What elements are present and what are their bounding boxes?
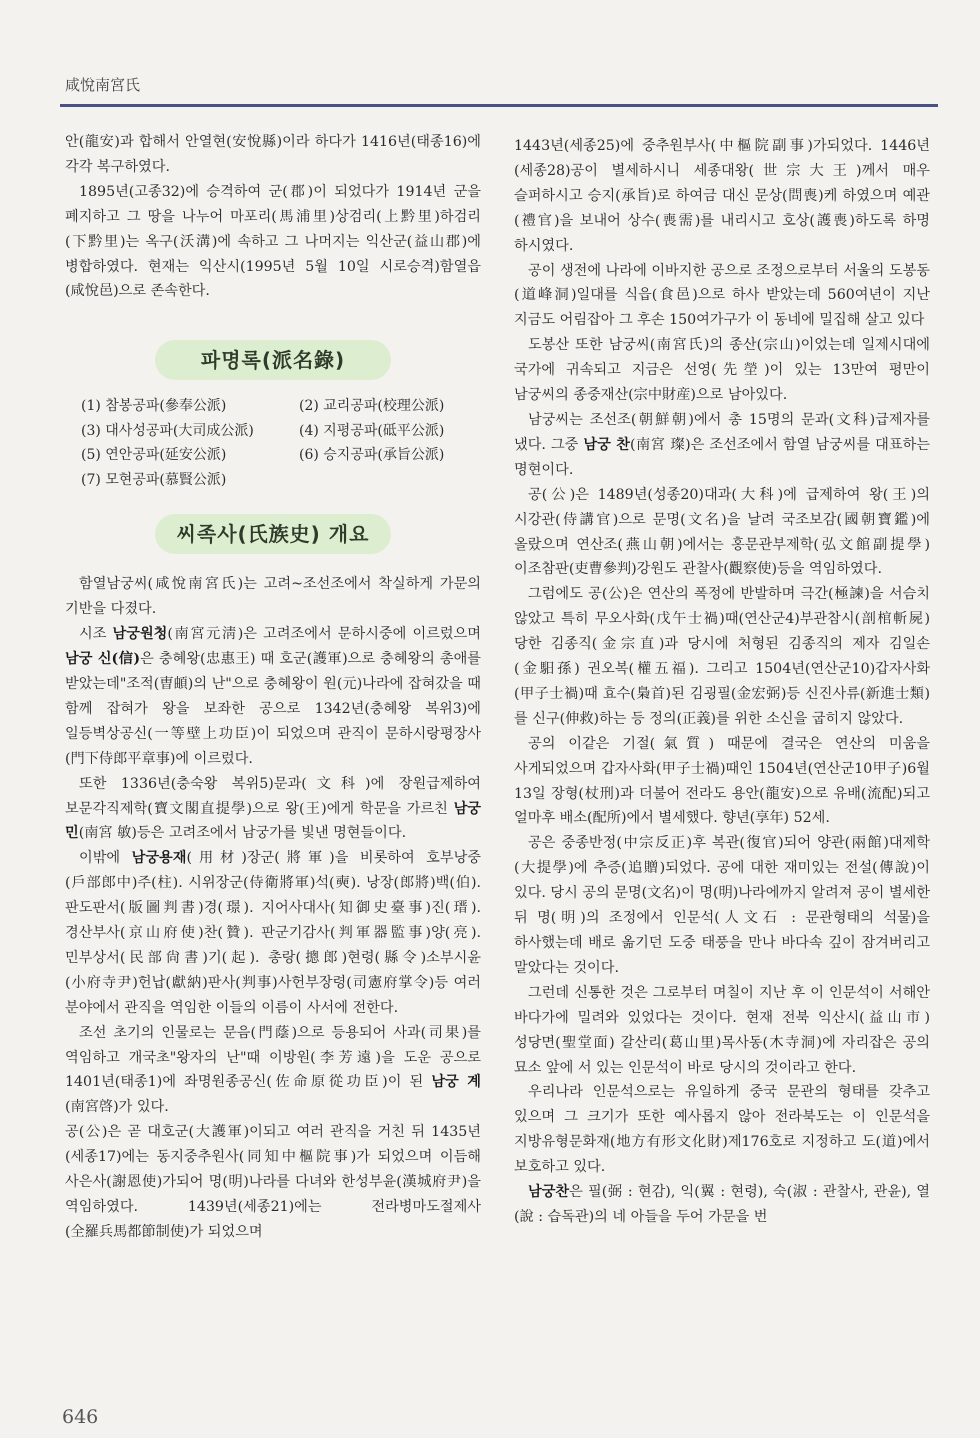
list-item: (4) 지평공파(砥平公派) — [299, 422, 445, 439]
list-item: (1) 참봉공파(參奉公派) — [81, 398, 227, 415]
page-number: 646 — [62, 1406, 99, 1428]
paragraph: 남궁씨는 조선조(朝鮮朝)에서 총 15명의 문과(文科)급제자를 냈다. 그중 남궁 찬(南宮 璨)은 조선조에서 함열 남궁씨를 대표하는 명현이다. — [514, 411, 931, 478]
right-column — [514, 134, 930, 1230]
section-heading-branches: 파명록(派名錄) — [155, 340, 391, 380]
paragraph: 1443년(세종25)에 중추원부사(中樞院副事)가되었다. 1446년(세종28)공이 별세하시니 세종대왕(世宗大王)께서 매우 슬퍼하시고 승지(承旨)로 하여금 대신 문상(問喪)케 하였으며 예관(禮官)을 보내어 상수(喪需)를 내리시고 호상(護喪)하도록 하명 하시였다. — [514, 138, 930, 254]
person-name: 남궁원청 — [112, 626, 168, 643]
person-name: 남궁 민 — [65, 800, 481, 842]
paragraph: 또한 1336년(충숙왕 복위5)문과(文科)에 장원급제하여 보문각직제학(寶文閣直提學)으로 왕(王)에게 학문을 가르친 남궁 민(南宮 敏)등은 고려조에서 남궁가를 빛낸 명현들이다. — [65, 775, 481, 842]
header-rule — [60, 104, 938, 107]
paragraph: 시조 남궁원청(南宮元淸)은 고려조에서 문하시중에 이르렀으며 남궁 신(信)은 충혜왕(忠惠王) 때 호군(護軍)으로 충혜왕의 총애를 받았는데"조적(曺頔)의 난"으로 충혜왕이 원(元)나라에 잡혀갔을 때 함께 잡혀가 왕을 보좌한 공으로 1342년(충혜왕 복위3)에 일등벽상공신(一等壁上功臣)이 되었으며 관직이 문하시랑평장사(門下侍郎平章事)에 이르렀다. — [65, 626, 481, 767]
paragraph: 안(龍安)과 합해서 안열현(安悅縣)이라 하다가 1416년(태종16)에 각각 복구하였다. — [65, 134, 481, 175]
paragraph: 공의 이같은 기절(氣質) 때문에 결국은 연산의 미움을 사게되었으며 갑자사화(甲子士禍)때인 1504년(연산군10甲子)6월 13일 장형(杖刑)과 더불어 전라도 용안(龍安)으로 유배(流配)되고 얼마후 배소(配所)에서 별세했다. 향년(享年) 52세. — [514, 735, 930, 827]
list-item: (6) 승지공파(承旨公派) — [299, 447, 445, 464]
person-name: 남궁 신(信) — [65, 651, 141, 668]
paragraph: 공(公)은 곧 대호군(大護軍)이되고 여러 관직을 거친 뒤 1435년(세종17)에는 동지중추원사(同知中樞院事)가 되었으며 이듬해 사은사(謝恩使)가되어 명(明)나라를 다녀와 한성부윤(漢城府尹)을 역임하였다. 1439년(세종21)에는 전라병마도절제사(全羅兵馬都節制使)가 되었으며 — [65, 1124, 481, 1240]
paragraph: 공(公)은 1489년(성종20)대과(大科)에 급제하여 왕(王)의 시강관(侍講官)으로 문명(文名)을 날려 국조보감(國朝寶鑑)에 올랐으며 연산조(燕山朝)에서는 홍문관부제학(弘文館副提學) 이조참판(吏曹參判)강원도 관찰사(觀察使)등을 역임하였다. — [514, 486, 930, 578]
person-name: 남궁 계 — [431, 1074, 481, 1091]
paragraph: 도봉산 또한 남궁씨(南宮氏)의 종산(宗山)이었는데 일제시대에 국가에 귀속되고 지금은 선영(先塋)이 있는 13만여 평만이 남궁씨의 종중재산(宗中財産)으로 남아있다. — [514, 337, 930, 404]
list-item: (5) 연안공파(延安公派) — [81, 447, 227, 464]
paragraph: 1895년(고종32)에 승격하여 군(郡)이 되었다가 1914년 군을 폐지하고 그 땅을 나누어 마포리(馬浦里)상검리(上黔里)하검리(下黔里)는 옥구(沃溝)에 속하고 그 나머지는 익산군(益山郡)에 병합하였다. 현재는 익산시(1995년 5월 10일 시로승격)함열읍(咸悅邑)으로 존속한다. — [65, 183, 481, 300]
paragraph: 조선 초기의 인물로는 문음(門蔭)으로 등용되어 사과(司果)를 역임하고 개국초"왕자의 난"때 이방원(李芳遠)을 도운 공으로 1401년(태종1)에 좌명원종공신(佐命原從功臣)이 된 남궁 계(南宮啓)가 있다. — [65, 1024, 481, 1116]
paragraph: 그럼에도 공(公)은 연산의 폭정에 반발하며 극간(極諫)을 서슴치 않았고 특히 무오사화(戊午士禍)때(연산군4)부관참시(剖棺斬屍)당한 김종직(金宗直)과 당시에 처형된 김종직의 제자 김일손(金馹孫) 권오복(權五福). 그리고 1504년(연산군10)갑자사화(甲子士禍)때 효수(梟首)된 김굉필(金宏弼)등 신진사류(新進士類)를 신구(伸救)하는 등 정의(正義)를 위한 소신을 굽히지 않았다. — [514, 586, 930, 727]
list-item: (7) 모현공파(慕賢公派) — [81, 471, 227, 488]
person-name: 남궁찬 — [528, 1184, 570, 1201]
paragraph: 공은 중종반정(中宗反正)후 복관(復官)되어 양관(兩館)대제학(大提學)에 추증(追贈)되었다. 공에 대한 재미있는 전설(傳說)이 있다. 당시 공의 문명(文名)이 명(明)나라에까지 알려져 공이 별세한 뒤 명(明)의 조정에서 인문석(人文石 : 문관형태의 석물)을 하사했는데 배로 옮기던 도중 태풍을 만나 바다속 깊이 잠겨버리고 말았다는 것이다. — [514, 835, 931, 976]
person-name: 남궁용재 — [131, 850, 187, 867]
running-header: 咸悅南宮氏 — [65, 76, 141, 94]
paragraph: 공이 생전에 나라에 이바지한 공으로 조정으로부터 서울의 도봉동(道峰洞)일대를 식읍(食邑)으로 하사 받았는데 560여년이 지난 지금도 어림잡아 그 후손 150여가구가 이 동네에 밀집해 살고 있다 — [514, 262, 930, 329]
list-item: (3) 대사성공파(大司成公派) — [81, 422, 254, 439]
list-item: (2) 교리공파(校理公派) — [299, 398, 445, 415]
paragraph: 이밖에 남궁용재(用材)장군(將軍)을 비롯하여 호부낭중(戶部郎中)주(柱). 시위장군(侍衛將軍)석(奭). 낭장(郎將)백(伯). 판도판서(版圖判書)경(璟). 지어사대사(知御史臺事)진(瑨). 경산부사(京山府使)찬(贊). 판군기감사(判軍器監事)양(亮). 민부상서(民部尙書)기(起). 총랑(摠郎)현령(縣令)소부시윤(小府寺尹)헌납(獻納)판사(判事)사헌부장령(司憲府掌令)등 여러 분야에서 관직을 역임한 이들의 이름이 사서에 전한다. — [65, 850, 481, 1016]
person-name: 남궁 찬 — [583, 436, 630, 453]
left-column — [65, 130, 481, 1245]
section-heading-clan-history: 씨족사(氏族史) 개요 — [155, 514, 391, 554]
paragraph: 함열남궁씨(咸悅南宮氏)는 고려~조선조에서 착실하게 가문의 기반을 다졌다. — [65, 576, 481, 618]
branch-list — [65, 394, 481, 492]
paragraph: 남궁찬은 필(弼 : 현감), 익(翼 : 현령), 숙(淑 : 관찰사, 관윤), 열(說 : 습독관)의 네 아들을 두어 가문을 번 — [514, 1184, 930, 1225]
paragraph: 우리나라 인문석으로는 유일하게 중국 문관의 형태를 갖추고 있으며 그 크기가 또한 예사롭지 않아 전라북도는 이 인문석을 지방유형문화재(地方有形文化財)제176호로 지정하고 도(道)에서 보호하고 있다. — [514, 1084, 930, 1176]
paragraph: 그런데 신통한 것은 그로부터 며칠이 지난 후 이 인문석이 서해안 바다가에 밀려와 있었다는 것이다. 현재 전북 익산시(益山市) 성당면(聖堂面) 갈산리(葛山里)목사동(木寺洞)에 자리잡은 공의 묘소 앞에 서 있는 인문석이 바로 당시의 것이라고 한다. — [514, 984, 930, 1076]
